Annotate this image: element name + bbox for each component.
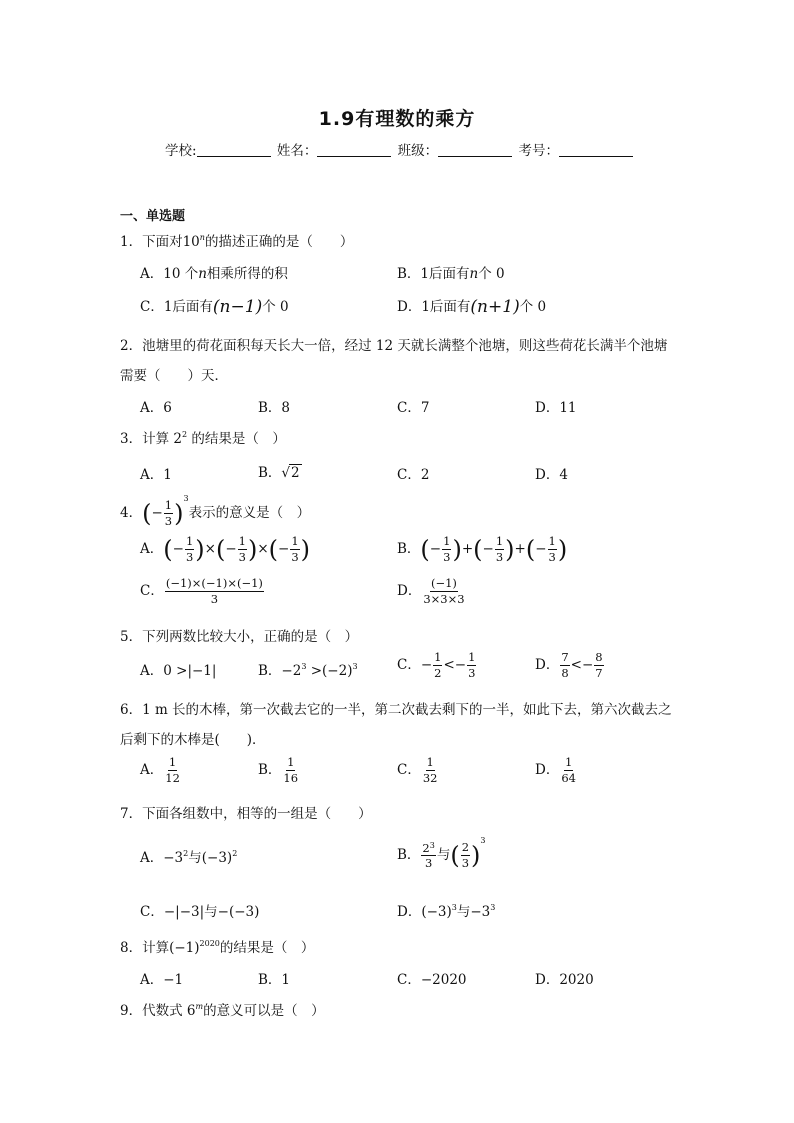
q4-option-d[interactable]	[397, 578, 467, 605]
school-label: 学校:	[165, 143, 197, 159]
q2-option-c[interactable]: C．7	[397, 400, 430, 416]
q4-a-n3: 1	[291, 534, 299, 548]
q6-d-label: D．	[535, 762, 560, 778]
q1-c-tail: 个 0	[262, 299, 289, 315]
q8-option-a[interactable]: A．−1	[140, 972, 184, 988]
q1-d-expr: (n+1)	[470, 297, 520, 317]
q4-option-b[interactable]: B．(− $\frac{1}{3}$ )+(− $\frac{1}{3}$ )+(− $\frac{1}{3}$ )	[397, 534, 568, 564]
q4-number: 4．	[120, 505, 143, 521]
q3-stem: 3．计算 2	[120, 431, 182, 447]
q4-b-n3: 1	[548, 534, 556, 548]
q5-option-c[interactable]: C．− $\frac{1}{2}$ <− $\frac{1}{3}$	[397, 650, 476, 680]
page-title: 1.9有理数的乘方	[318, 108, 476, 130]
q4-stem: 表示的意义是（ ）	[188, 505, 311, 521]
q6-a-label: A．	[140, 762, 164, 778]
q8-stem: 8．计算(−1)	[120, 940, 200, 956]
school-blank[interactable]	[197, 143, 271, 157]
q7-b-fd: 3	[461, 855, 470, 870]
number-blank[interactable]	[559, 143, 633, 157]
q5-c-label: C．	[397, 657, 421, 673]
q3-option-a[interactable]: A．1	[140, 467, 172, 483]
q7-option-c[interactable]: C．−|−3|与−(−3)	[140, 904, 260, 920]
q6-b-num: 1	[287, 755, 295, 769]
question-2-line-2: 需要（ ）天．	[120, 368, 228, 384]
q4-a-label: A．	[140, 541, 164, 557]
q4-b-n2: 1	[495, 534, 504, 548]
q3-exp: 2	[181, 430, 188, 439]
q7-b-den: 3	[424, 856, 433, 870]
q7-d-exp: 3	[451, 903, 457, 912]
q4-a-d3: 3	[291, 549, 299, 564]
q1-stem-tail: 的描述正确的是（ ）	[204, 234, 354, 250]
q6-option-d[interactable]	[535, 757, 578, 784]
q7-a-b: 与(−3)	[188, 850, 233, 866]
q4-frac-num: 1	[164, 498, 173, 512]
q6-d-den: 64	[561, 770, 576, 785]
q7-d-b: 与−3	[456, 904, 491, 920]
student-info-line	[165, 139, 635, 159]
q4-d-den: 3×3×3	[423, 591, 465, 606]
q1-a-text: A．10 个	[140, 266, 199, 282]
q6-option-c[interactable]	[397, 757, 439, 784]
q2-option-d[interactable]: D．11	[535, 400, 577, 416]
question-2-line-1: 2．池塘里的荷花面积每天长大一倍，经过 12 天就长满整个池塘，则这些荷花长满半个池塘	[120, 338, 668, 354]
q7-a-exp: 2	[183, 849, 189, 858]
q4-option-c[interactable]	[140, 578, 265, 605]
q4-b-n1: 1	[443, 534, 451, 548]
q2-option-a[interactable]: A．6	[140, 400, 172, 416]
q4-b-label: B．	[397, 541, 421, 557]
q9-stem: 9．代数式 6	[120, 1003, 196, 1019]
question-5: 5．下列两数比较大小，正确的是（ ）	[120, 629, 359, 645]
q3-b-text: B．	[258, 465, 282, 481]
q1-d-text: D．1后面有	[397, 299, 471, 315]
question-6-line-1: 6．1 m 长的木棒，第一次截去它的一半，第二次截去剩下的一半，如此下去，第六次截去之	[120, 702, 672, 718]
q7-b-exp: 3	[480, 836, 486, 845]
q3-b-root: 2	[291, 465, 300, 481]
q3-option-d[interactable]: D．4	[535, 467, 568, 483]
q3-stem-tail: 的结果是（ ）	[187, 431, 286, 447]
q1-exp: n	[199, 233, 205, 242]
q1-a-var: n	[198, 266, 207, 282]
q5-b-exp2: 3	[352, 662, 358, 671]
q5-b-b: >(−2)	[306, 663, 353, 679]
q1-base: 10	[182, 234, 200, 250]
q4-a-d1: 3	[185, 549, 194, 564]
q1-option-b[interactable]	[397, 262, 505, 282]
q8-option-b[interactable]: B．1	[258, 972, 291, 988]
q3-option-c[interactable]: C．2	[397, 467, 430, 483]
q5-option-b[interactable]	[258, 659, 358, 679]
q4-a-d2: 3	[238, 549, 246, 564]
q7-d-a: D．(−3)	[397, 904, 452, 920]
q4-b-d1: 3	[443, 549, 451, 564]
name-label: 姓名：	[276, 143, 318, 159]
sqrt-icon: √	[281, 465, 291, 481]
q5-option-a[interactable]: A．0 >|−1|	[140, 663, 217, 679]
q7-d-exp2: 3	[490, 903, 496, 912]
class-blank[interactable]	[438, 143, 512, 157]
q4-a-n1: 1	[185, 534, 194, 548]
q6-c-den: 32	[422, 770, 438, 785]
q8-stem-tail: 的结果是（ ）	[219, 940, 315, 956]
q5-b-a: B．−2	[258, 663, 302, 679]
q7-b-label: B．	[397, 847, 421, 863]
question-9	[120, 999, 325, 1019]
q4-frac-den: 3	[164, 513, 173, 528]
q1-c-expr: (n−1)	[212, 297, 263, 317]
q4-d-label: D．	[397, 583, 422, 599]
question-6-line-2: 后剩下的木棒是( )．	[120, 732, 266, 748]
q1-a-tail: 相乘所得的积	[206, 266, 288, 282]
q9-exp: m	[195, 1002, 204, 1011]
question-3	[120, 427, 286, 447]
number-label: 考号：	[518, 143, 559, 159]
q4-c-label: C．	[140, 583, 164, 599]
question-7: 7．下面各组数中，相等的一组是（ ）	[120, 806, 372, 822]
section-heading: 一、单选题	[120, 209, 186, 224]
q8-option-c[interactable]: C．−2020	[397, 972, 467, 988]
q9-stem-tail: 的意义可以是（ ）	[203, 1003, 325, 1019]
q7-b-numexp: 3	[429, 840, 435, 850]
q5-b-exp: 3	[301, 662, 307, 671]
name-blank[interactable]	[317, 143, 391, 157]
q1-option-d[interactable]	[397, 295, 546, 317]
q4-exp: 3	[183, 494, 189, 503]
q1-d-tail: 个 0	[519, 299, 547, 315]
q7-b-mid: 与	[436, 847, 451, 863]
q1-stem: 1．下面对	[120, 234, 183, 250]
q6-d-num: 1	[564, 755, 573, 769]
q6-option-a[interactable]	[140, 757, 182, 784]
q4-c-den: 3	[210, 591, 219, 606]
q1-b-text: B．1后面有	[397, 266, 470, 282]
q1-c-text: C．1后面有	[140, 299, 213, 315]
q7-a-a: A．−3	[140, 850, 184, 866]
q4-option-a[interactable]: A．(− $\frac{1}{3}$ )×(− $\frac{1}{3}$ )×(− $\frac{1}{3}$ )	[140, 534, 311, 564]
q6-a-den: 12	[165, 770, 180, 785]
q6-c-label: C．	[397, 762, 421, 778]
q7-option-a[interactable]	[140, 846, 237, 866]
q6-a-num: 1	[168, 755, 177, 769]
q1-b-var: n	[469, 266, 479, 282]
q6-c-num: 1	[426, 755, 434, 769]
q6-b-label: B．	[258, 762, 282, 778]
q1-option-c[interactable]	[140, 295, 289, 317]
q1-option-a[interactable]	[140, 262, 288, 282]
question-1	[120, 230, 353, 250]
q7-option-d[interactable]	[397, 900, 495, 920]
q3-option-b[interactable]	[258, 461, 302, 481]
q4-b-d3: 3	[548, 549, 556, 564]
q7-b-num: 2	[422, 840, 430, 855]
question-8	[120, 936, 314, 956]
q6-option-b[interactable]	[258, 757, 300, 784]
q8-exp: 2020	[199, 939, 220, 948]
q7-option-b[interactable]: B． $\frac{2^3}{3}$ 与( $\frac{2}{3}$ )$^3$	[397, 836, 486, 870]
q7-a-exp2: 2	[232, 849, 238, 858]
class-label: 班级：	[397, 143, 439, 159]
question-4: 4．(− $\frac{1}{3}$ )$^3$表示的意义是（ ）	[120, 494, 311, 528]
q4-a-n2: 1	[238, 534, 246, 548]
q1-b-tail: 个 0	[478, 266, 505, 282]
q2-option-b[interactable]: B．8	[258, 400, 291, 416]
q7-b-fn: 2	[461, 840, 470, 854]
q5-d-label: D．	[535, 657, 560, 673]
q4-d-num: (−1)	[430, 576, 457, 590]
q4-c-num: (−1)×(−1)×(−1)	[165, 576, 263, 590]
q6-b-den: 16	[283, 770, 299, 785]
q5-option-d[interactable]: D． $\frac{7}{8}$ <− $\frac{8}{7}$	[535, 650, 603, 680]
q8-option-d[interactable]: D．2020	[535, 972, 594, 988]
q4-b-d2: 3	[495, 549, 504, 564]
